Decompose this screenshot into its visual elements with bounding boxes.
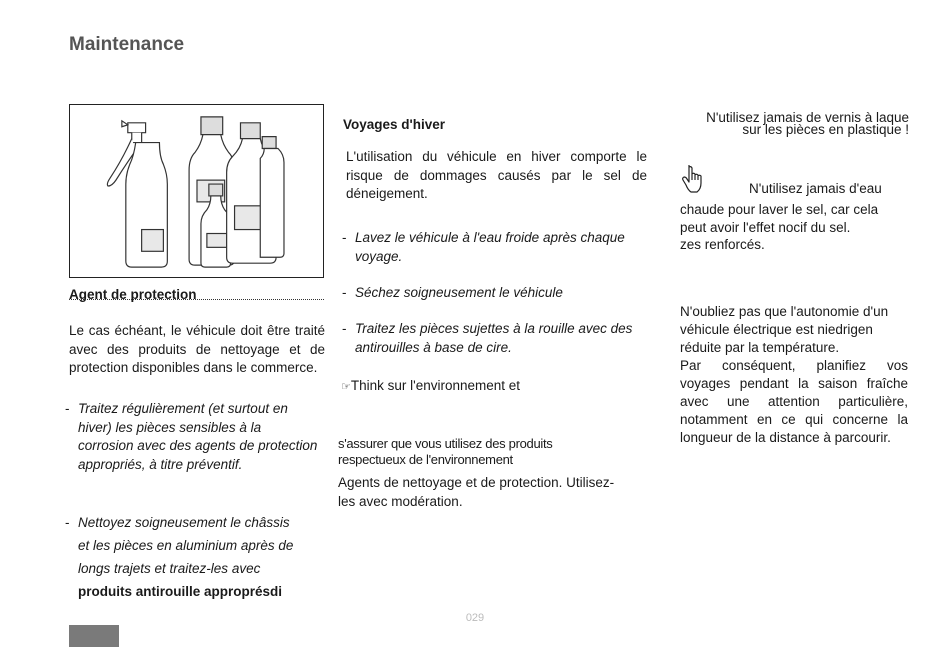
environment-text: Think sur l'environnement et bbox=[350, 378, 521, 393]
winter-bullet-3-text: Traitez les pièces sujettes à la rouille avec des antirouilles à base de cire. bbox=[355, 321, 633, 355]
winter-bullet-1-text: Lavez le véhicule à l'eau froide après chaque voyage. bbox=[355, 230, 625, 264]
lacquer-warning-line-1: N'utilisez jamais de vernis à laque bbox=[706, 110, 909, 125]
lacquer-warning-line-2: sur les pièces en plastique ! bbox=[742, 122, 909, 137]
dotted-divider bbox=[69, 299, 324, 300]
winter-bullet-1 bbox=[342, 229, 647, 266]
protection-intro: Le cas échéant, le véhicule doit être traité avec des produits de nettoyage et de protection disponibles dans le commerce. bbox=[69, 323, 325, 375]
protection-bullet-1-text: Traitez régulièrement (et surtout en hiver) les pièces sensibles à la corrosion avec des agents de protection appropriés, à titre préventif. bbox=[78, 401, 318, 472]
environment-rest bbox=[338, 473, 614, 511]
lacquer-warning bbox=[680, 112, 909, 136]
page-title: Maintenance bbox=[69, 34, 185, 55]
winter-bullet-2-text: Séchez soigneusement le véhicule bbox=[355, 285, 563, 300]
protection-bullet-2-line-3: longs trajets et traitez-les avec bbox=[78, 561, 261, 576]
bullet-dash: - bbox=[342, 285, 347, 300]
winter-bullet-2 bbox=[342, 284, 647, 303]
protection-bullet-2-line-1: Nettoyez soigneusement le châssis bbox=[78, 515, 290, 530]
pointing-finger-icon: ☞ bbox=[341, 381, 351, 393]
ev-range-advice: Par conséquent, planifiez vos voyages pendant la saison fraîche avec une attention particulière, notamment en ce qui concerne la longueur de la distance à parcourir. bbox=[680, 358, 908, 445]
page-number: 029 bbox=[465, 612, 485, 624]
hot-water-warning-rest: chaude pour laver le sel, car cela peut avoir l'effet nocif du sel. bbox=[680, 202, 879, 235]
ev-range-note: N'oubliez pas que l'autonomie d'un véhicule électrique est niedrigen réduite par la température. bbox=[680, 304, 889, 355]
environment-rest-line-2: les avec modération. bbox=[338, 494, 463, 509]
cleaning-products-illustration bbox=[69, 104, 324, 278]
protection-bullet-2-line-2: et les pièces en aluminium après de bbox=[78, 538, 294, 553]
bullet-dash: - bbox=[65, 515, 70, 530]
bullet-dash: - bbox=[65, 401, 70, 416]
protection-bullet-2 bbox=[65, 511, 318, 603]
pointing-hand-icon bbox=[682, 165, 706, 195]
hot-water-warning-first: N'utilisez jamais d'eau bbox=[749, 181, 882, 196]
hot-water-warning-tail: zes renforcés. bbox=[680, 237, 765, 252]
bullet-dash: - bbox=[342, 321, 347, 336]
footer-tab-marker bbox=[69, 625, 119, 647]
environment-rest-line-1: Agents de nettoyage et de protection. Utilisez- bbox=[338, 475, 615, 490]
protection-heading: Agent de protection bbox=[69, 287, 197, 302]
environment-small-line-1: s'assurer que vous utilisez des produits bbox=[338, 436, 553, 451]
protection-bullet-2-bold: produits antirouille approprésdi bbox=[78, 584, 283, 599]
winter-bullet-3 bbox=[342, 320, 647, 357]
bullet-dash: - bbox=[342, 230, 347, 245]
protection-bullet-1 bbox=[65, 400, 318, 474]
winter-intro: L'utilisation du véhicule en hiver comporte le risque de dommages causés par le sel de déneigement. bbox=[346, 149, 647, 201]
winter-heading: Voyages d'hiver bbox=[343, 117, 446, 132]
environment-line bbox=[341, 378, 520, 393]
environment-small-line-2: respectueux de l'environnement bbox=[338, 452, 513, 467]
bottles-drawing bbox=[70, 105, 323, 277]
